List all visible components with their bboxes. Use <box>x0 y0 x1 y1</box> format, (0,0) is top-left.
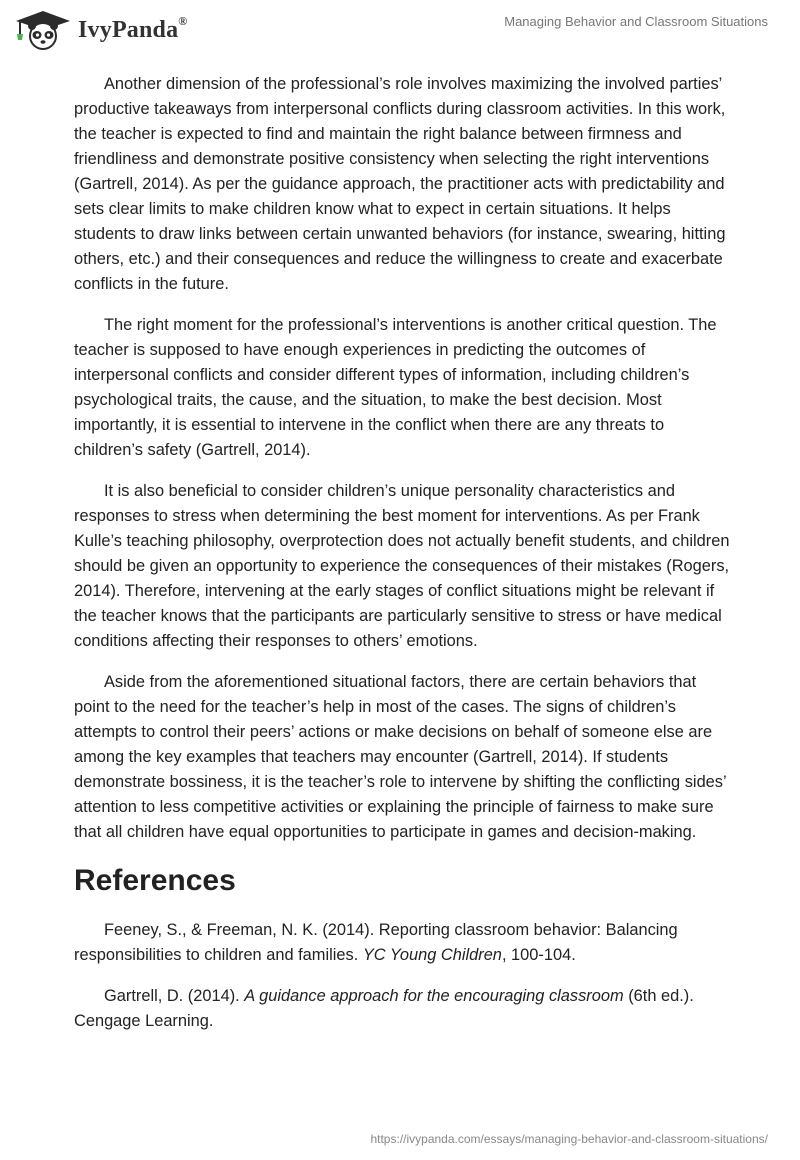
references-heading: References <box>74 864 236 897</box>
body-paragraph: The right moment for the professional’s interventions is another critical question. The teacher is supposed to have enough experiences in predicting the outcomes of interpersonal conflicts and consider different types of information, including children’s psychological traits, the cause, and the situation, to make the best decision. Most importantly, it is essential to intervene in the conflict when there are any threats to children’s safety (Gartrell, 2014). <box>74 316 717 459</box>
panda-graduate-icon <box>14 10 72 50</box>
document-title: Managing Behavior and Classroom Situations <box>504 14 768 29</box>
reference-item: Gartrell, D. (2014). A guidance approach for the encouraging classroom (6th ed.). Cengage Learning. <box>74 987 694 1030</box>
ivypanda-logo[interactable] <box>14 10 187 50</box>
brand-name: IvyPanda® <box>78 13 188 43</box>
essay-content <box>74 72 730 1050</box>
source-url-link[interactable]: https://ivypanda.com/essays/managing-behavior-and-classroom-situations/ <box>370 1132 768 1146</box>
body-paragraph: Aside from the aforementioned situational factors, there are certain behaviors that point to the need for the teacher’s help in most of the cases. The signs of children’s attempts to control their peers’ actions or make decisions on behalf of someone else are among the key examples that teachers may encounter (Gartrell, 2014). If students demonstrate bossiness, it is the teacher’s role to intervene by shifting the conflicting sides’ attention to less competitive activities or explaining the principle of fairness to make sure that all children have equal opportunities to participate in games and decision-making. <box>74 673 727 841</box>
reference-item: Feeney, S., & Freeman, N. K. (2014). Reporting classroom behavior: Balancing responsibilities to children and families. YC Young Children, 100-104. <box>74 921 678 964</box>
body-paragraph: It is also beneficial to consider children’s unique personality characteristics and responses to stress when determining the best moment for interventions. As per Frank Kulle’s teaching philosophy, overprotection does not actually benefit students, and children should be given an opportunity to experience the consequences of their mistakes (Rogers, 2014). Therefore, intervening at the early stages of conflict situations might be relevant if the teacher knows that the participants are particularly sensitive to stress or have medical conditions affecting their responses to others’ emotions. <box>74 482 730 650</box>
body-paragraph: Another dimension of the professional’s role involves maximizing the involved parties’ productive takeaways from interpersonal conflicts during classroom activities. In this work, the teacher is expected to find and maintain the right balance between firmness and friendliness and demonstrate positive consistency when selecting the right interventions (Gartrell, 2014). As per the guidance approach, the practitioner acts with predictability and sets clear limits to make children know what to expect in certain situations. It helps students to draw links between certain unwanted behaviors (for instance, swearing, hitting others, etc.) and their consequences and reduce the willingness to create and exacerbate conflicts in the future. <box>74 75 726 293</box>
page-header <box>0 0 800 60</box>
